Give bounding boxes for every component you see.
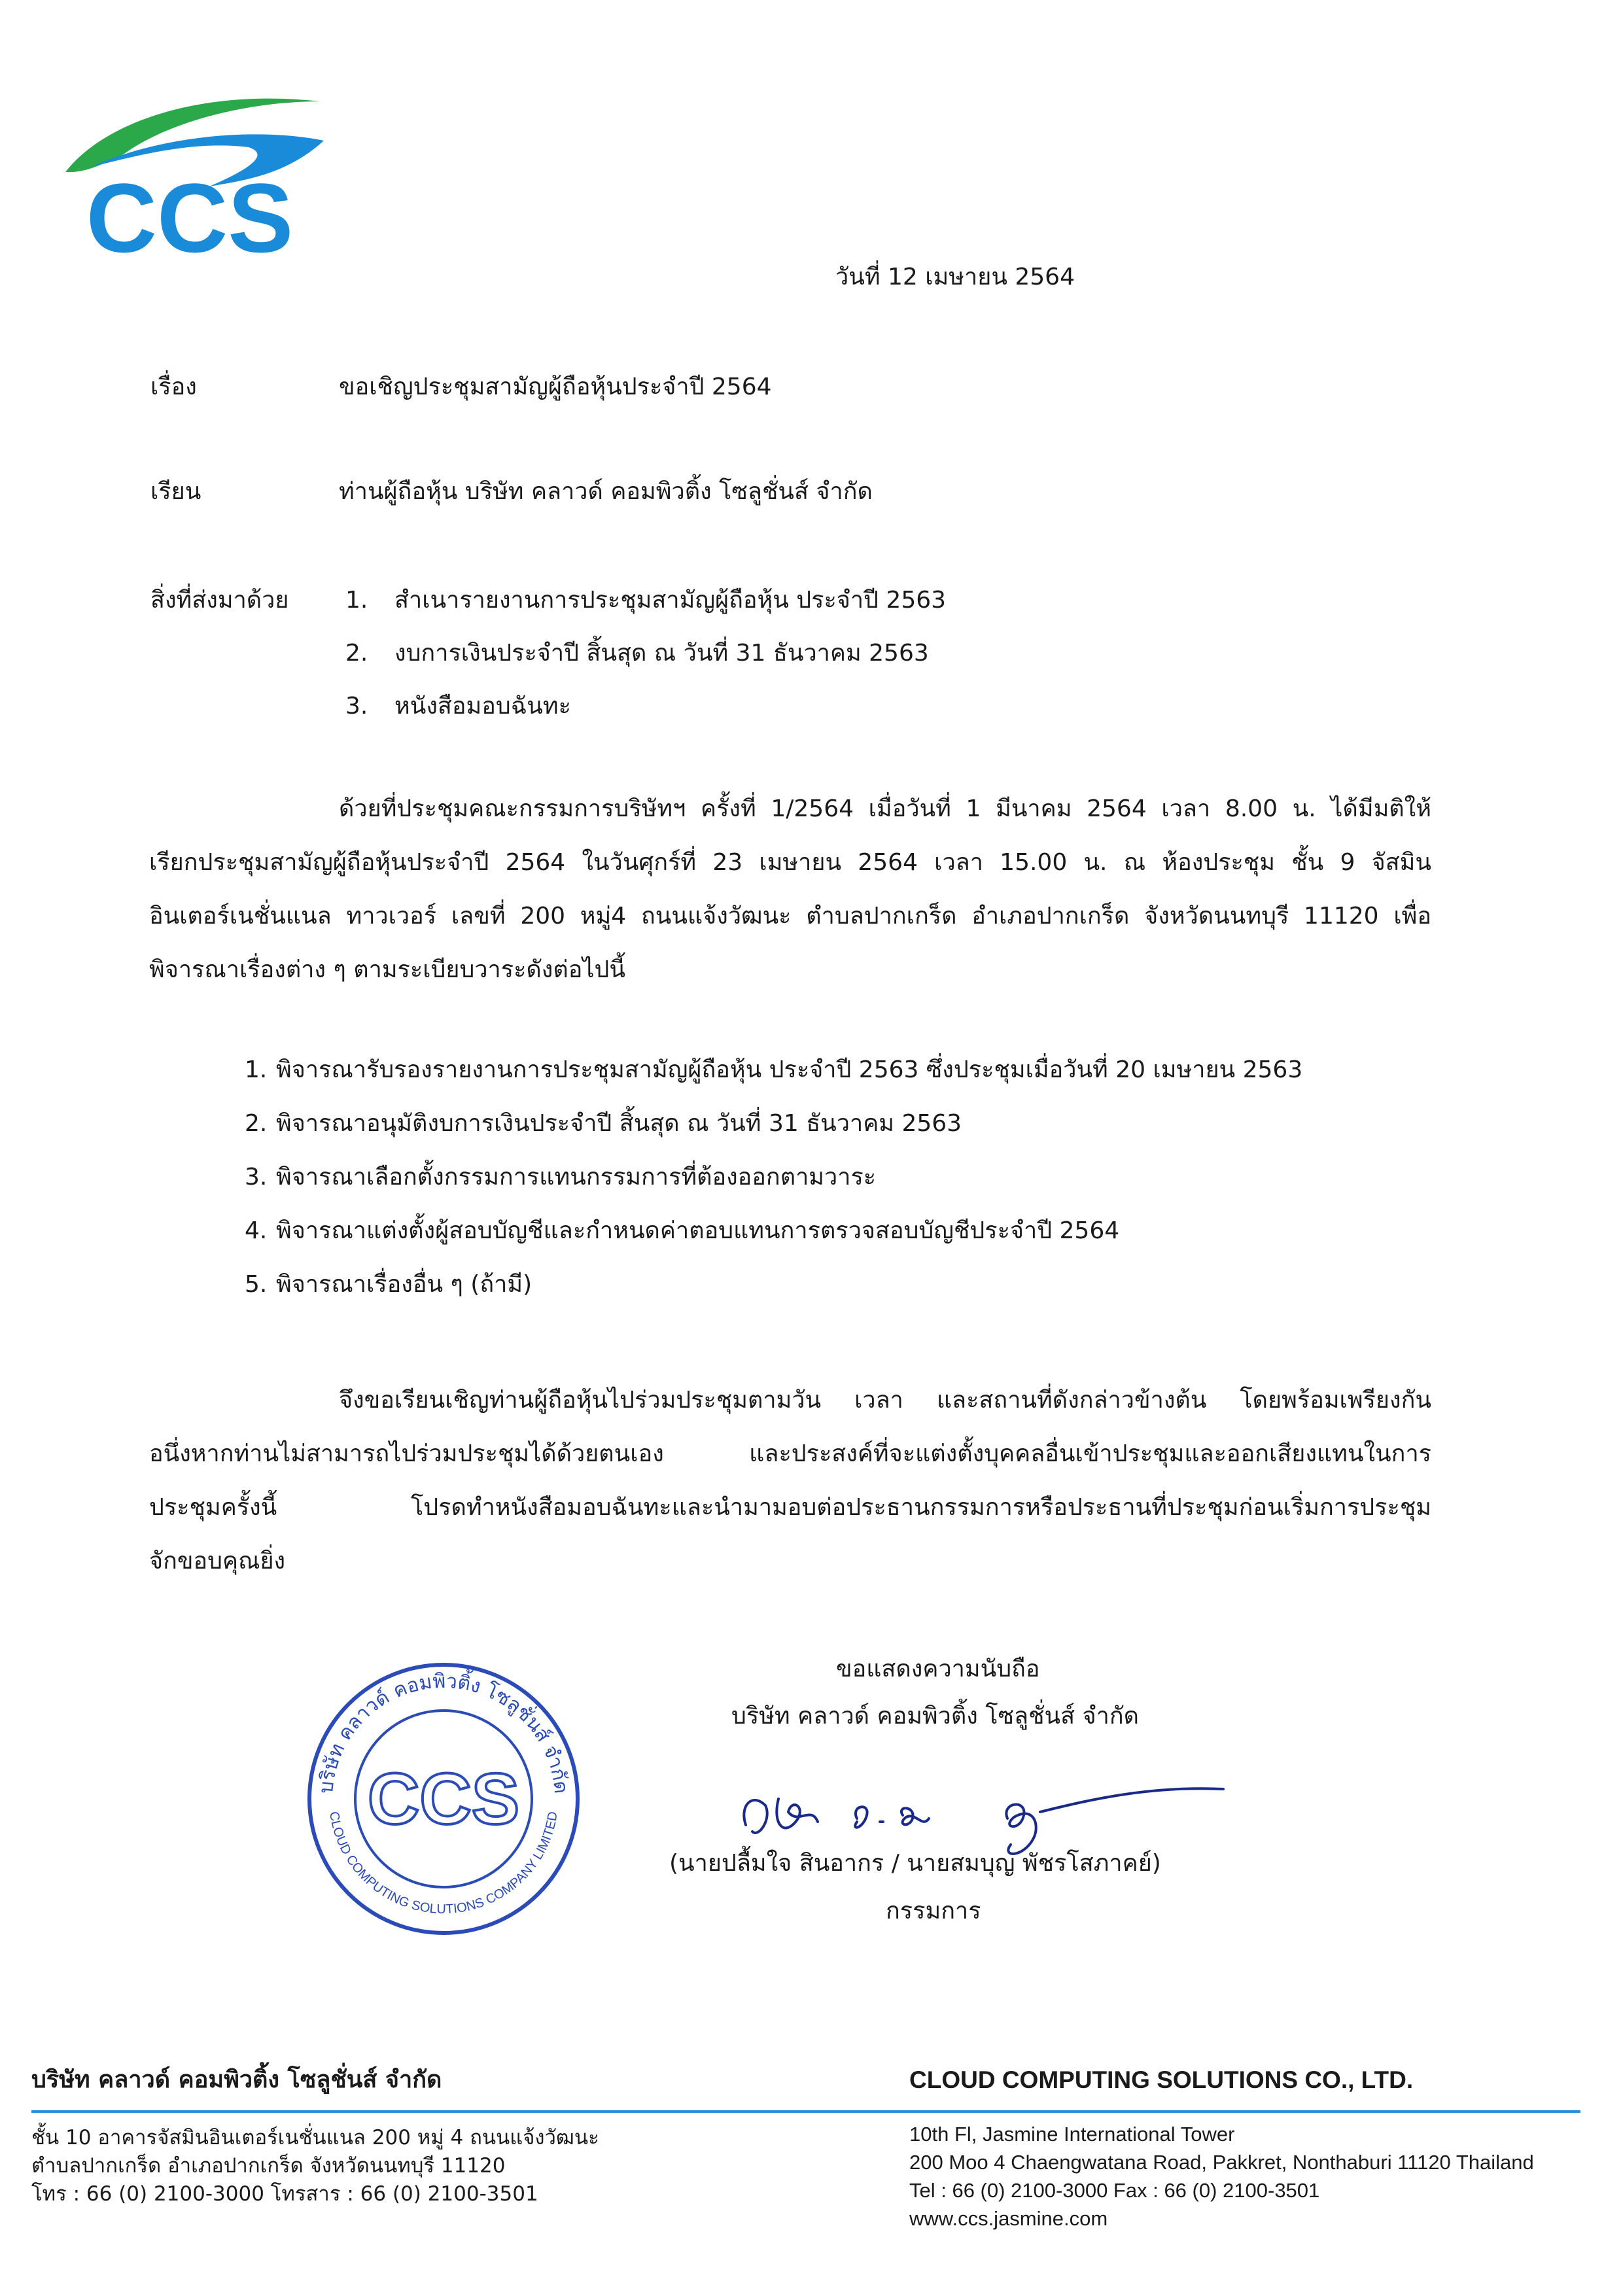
- footer-website[interactable]: www.ccs.jasmine.com: [909, 2207, 1108, 2230]
- agenda-num: 1.: [245, 1056, 268, 1083]
- subject-label: เรื่อง: [150, 374, 197, 400]
- seal-ring-english: CLOUD COMPUTING SOLUTIONS COMPANY LIMITED: [326, 1810, 561, 1917]
- agenda-text: พิจารณาเลือกตั้งกรรมการแทนกรรมการที่ต้องออกตามวาระ: [276, 1164, 877, 1191]
- intro-paragraph: [149, 782, 1431, 997]
- logo-text: CCS: [86, 163, 294, 265]
- paragraph-line: เรียกประชุมสามัญผู้ถือหุ้นประจำปี 2564 ในวันศุกร์ที่ 23 เมษายน 2564 เวลา 15.00 น. ณ ห้องประชุม ชั้น 9 จัสมิน: [149, 849, 1431, 876]
- agenda-item: [245, 1108, 962, 1139]
- agenda-item: [245, 1054, 1302, 1086]
- recipient-label: เรียน: [150, 478, 201, 505]
- footer-divider: [31, 2110, 1580, 2113]
- recipient-value: ท่านผู้ถือหุ้น บริษัท คลาวด์ คอมพิวติ้ง โซลูชั่นส์ จำกัด: [339, 478, 873, 505]
- invitation-paragraph: [149, 1374, 1431, 1588]
- agenda-num: 5.: [245, 1271, 268, 1298]
- attachment-num: 1.: [345, 587, 368, 614]
- paragraph-line: อนึ่งหากท่านไม่สามารถไปร่วมประชุมได้ด้วยตนเอง และประสงค์ที่จะแต่งตั้งบุคคลอื่นเข้าประชุมและออกเสียงแทนในการ: [149, 1440, 1431, 1467]
- footer-phone-line: Tel : 66 (0) 2100-3000 Fax : 66 (0) 2100-3501: [909, 2179, 1320, 2202]
- ccs-logo: [52, 75, 327, 265]
- attachment-item: หนังสือมอบฉันทะ: [394, 693, 571, 720]
- footer-phone-line: โทร : 66 (0) 2100-3000 โทรสาร : 66 (0) 2100-3501: [31, 2182, 538, 2206]
- paragraph-line: จึงขอเรียนเชิญท่านผู้ถือหุ้นไปร่วมประชุมตามวัน เวลา และสถานที่ดังกล่าวข้างต้น โดยพร้อมเพรียงกัน: [339, 1387, 1431, 1414]
- paragraph-line: พิจารณาเรื่องต่าง ๆ ตามระเบียบวาระดังต่อไปนี้: [149, 956, 625, 983]
- agenda-item: [245, 1215, 1119, 1247]
- footer-address-line: 200 Moo 4 Chaengwatana Road, Pakkret, Nonthaburi 11120 Thailand: [909, 2151, 1534, 2174]
- signer-title: กรรมการ: [886, 1898, 981, 1924]
- paragraph-line: ประชุมครั้งนี้ โปรดทำหนังสือมอบฉันทะและนำมามอบต่อประธานกรรมการหรือประธานที่ประชุมก่อนเริ่มการประชุม: [149, 1494, 1431, 1521]
- signature-first: [744, 1799, 818, 1833]
- letter-date: วันที่ 12 เมษายน 2564: [835, 264, 1075, 290]
- agenda-text: พิจารณาแต่งตั้งผู้สอบบัญชีและกำหนดค่าตอบแทนการตรวจสอบบัญชีประจำปี 2564: [276, 1217, 1120, 1244]
- attachment-item: งบการเงินประจำปี สิ้นสุด ณ วันที่ 31 ธันวาคม 2563: [394, 640, 929, 667]
- footer-address-line: ตำบลปากเกร็ด อำเภอปากเกร็ด จังหวัดนนทบุรี 11120: [31, 2154, 506, 2178]
- agenda-text: พิจารณาอนุมัติงบการเงินประจำปี สิ้นสุด ณ วันที่ 31 ธันวาคม 2563: [276, 1110, 962, 1137]
- footer-company-thai: บริษัท คลาวด์ คอมพิวติ้ง โซลูชั่นส์ จำกัด: [31, 2066, 442, 2093]
- paragraph-line: จักขอบคุณยิ่ง: [149, 1548, 286, 1574]
- attachment-item: สำเนารายงานการประชุมสามัญผู้ถือหุ้น ประจำปี 2563: [394, 587, 947, 614]
- agenda-num: 2.: [245, 1110, 268, 1137]
- paragraph-line: อินเตอร์เนชั่นแนล ทาวเวอร์ เลขที่ 200 หมู่4 ถนนแจ้งวัฒนะ ตำบลปากเกร็ด อำเภอปากเกร็ด จังหวัดนนทบุรี 11120 เพื่อ: [149, 903, 1431, 930]
- agenda-item: [245, 1162, 876, 1193]
- agenda-num: 3.: [245, 1164, 268, 1191]
- paragraph-line: ด้วยที่ประชุมคณะกรรมการบริษัทฯ ครั้งที่ 1/2564 เมื่อวันที่ 1 มีนาคม 2564 เวลา 8.00 น. ได้มีมติให้: [339, 795, 1431, 822]
- signer-names: (นายปลื้มใจ สินอากร / นายสมบุญ พัชรโสภาคย์): [669, 1850, 1161, 1877]
- closing-company: บริษัท คลาวด์ คอมพิวติ้ง โซลูชั่นส์ จำกัด: [731, 1703, 1140, 1730]
- agenda-num: 4.: [245, 1217, 268, 1244]
- attachments-label: สิ่งที่ส่งมาด้วย: [150, 587, 289, 614]
- footer-company-english: CLOUD COMPUTING SOLUTIONS CO., LTD.: [909, 2066, 1414, 2093]
- subject-value: ขอเชิญประชุมสามัญผู้ถือหุ้นประจำปี 2564: [339, 374, 772, 400]
- seal-ring-thai: บริษัท คลาวด์ คอมพิวติ้ง โซลูชั่นส์ จำกัด: [315, 1669, 572, 1795]
- attachment-num: 2.: [345, 640, 368, 667]
- footer-address-line: 10th Fl, Jasmine International Tower: [909, 2123, 1235, 2146]
- agenda-text: พิจารณาเรื่องอื่น ๆ (ถ้ามี): [276, 1271, 532, 1298]
- attachment-num: 3.: [345, 693, 368, 720]
- signature-initials: [855, 1807, 929, 1827]
- company-seal: [300, 1655, 587, 1943]
- signature-second: [1006, 1788, 1223, 1854]
- closing-regards: ขอแสดงความนับถือ: [836, 1656, 1040, 1682]
- footer-address-line: ชั้น 10 อาคารจัสมินอินเตอร์เนชั่นแนล 200 หมู่ 4 ถนนแจ้งวัฒนะ: [31, 2126, 599, 2149]
- agenda-text: พิจารณารับรองรายงานการประชุมสามัญผู้ถือหุ้น ประจำปี 2563 ซึ่งประชุมเมื่อวันที่ 20 เมษายน 2563: [276, 1056, 1303, 1083]
- seal-center-text: CCS: [367, 1759, 520, 1839]
- agenda-item: [245, 1269, 532, 1300]
